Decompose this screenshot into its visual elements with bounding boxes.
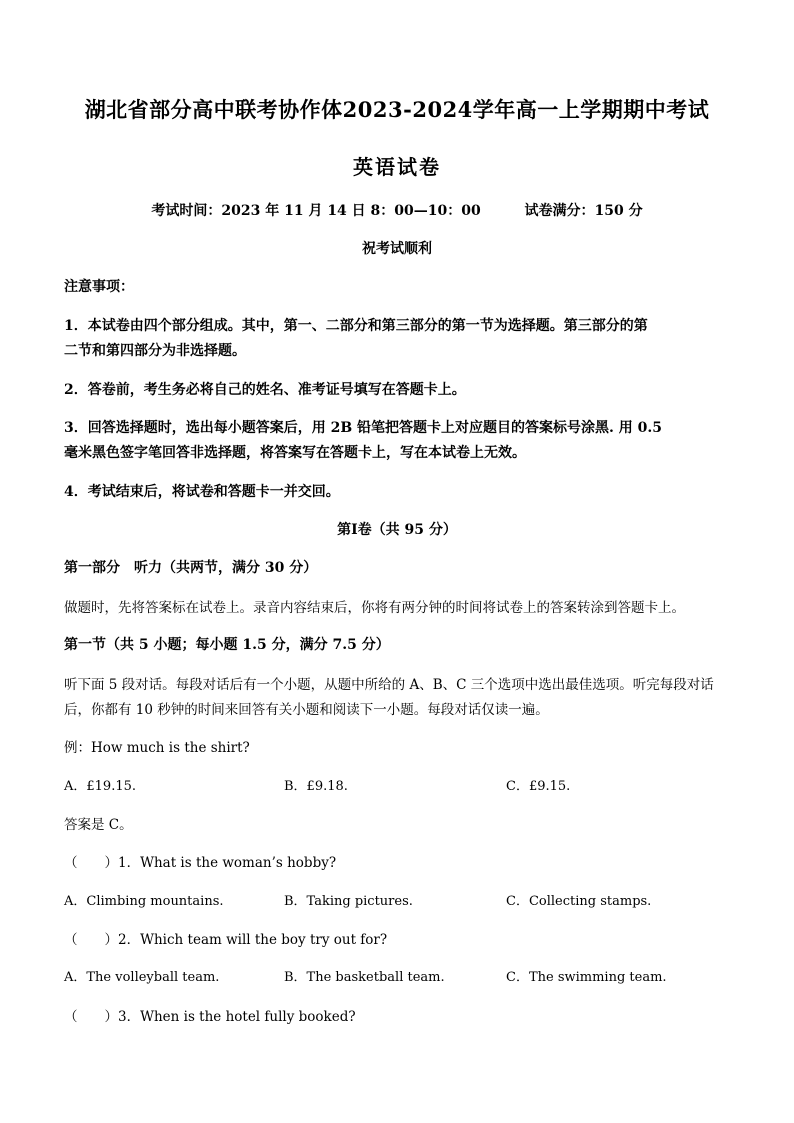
section1-heading: 第一节（共 5 小题；每小题 1.5 分，满分 7.5 分）	[64, 637, 390, 653]
note-item: 二节和第四部分为非选择题。	[64, 343, 246, 359]
option-b: B．£9.18.	[284, 779, 348, 794]
example-answer: 答案是 C。	[64, 817, 133, 833]
exam-time: 考试时间：2023 年 11 月 14 日 8：00—10：00	[151, 203, 481, 219]
notes-heading: 注意事项：	[64, 279, 134, 295]
exam-info	[0, 200, 794, 220]
note-item: 1．本试卷由四个部分组成。其中，第一、二部分和第三部分的第一节为选择题。第三部分的第	[64, 318, 648, 334]
full-score: 试卷满分：150 分	[524, 203, 643, 219]
question-stem: （ ）2．Which team will the boy try out for?	[64, 932, 388, 948]
volume-heading: 第Ⅰ卷（共 95 分）	[337, 522, 457, 538]
exam-subtitle: 英语试卷	[353, 155, 441, 179]
question-stem: （ ）1．What is the woman’s hobby?	[64, 855, 337, 871]
part1-heading: 第一部分 听力（共两节，满分 30 分）	[64, 560, 318, 576]
option-c: C．£9.15.	[506, 779, 571, 794]
good-luck-wish: 祝考试顺利	[362, 241, 432, 257]
option-b: B．The basketball team.	[284, 970, 445, 985]
section1-instruction: 后，你都有 10 秒钟的时间来回答有关小题和阅读下一小题。每段对话仅读一遍。	[64, 702, 549, 718]
option-a: A．The volleyball team.	[64, 970, 220, 985]
exam-title: 湖北省部分高中联考协作体2023-2024学年高一上学期期中考试	[84, 97, 710, 122]
option-a: A．£19.15.	[64, 779, 137, 794]
question-stem: （ ）3．When is the hotel fully booked?	[64, 1009, 356, 1025]
option-a: A．Climbing mountains.	[64, 894, 224, 909]
option-b: B．Taking pictures.	[284, 894, 413, 909]
option-c: C．The swimming team.	[506, 970, 667, 985]
part1-instruction: 做题时，先将答案标在试卷上。录音内容结束后，你将有两分钟的时间将试卷上的答案转涂到答题卡上。	[64, 600, 685, 616]
note-item: 3．回答选择题时，选出每小题答案后，用 2B 铅笔把答题卡上对应题目的答案标号涂黑. 用 0.5	[64, 420, 663, 436]
section1-instruction: 听下面 5 段对话。每段对话后有一个小题，从题中所给的 A、B、C 三个选项中选出最佳选项。听完每段对话	[64, 677, 714, 693]
example-question: 例：How much is the shirt?	[64, 740, 250, 756]
note-item: 毫米黑色签字笔回答非选择题，将答案写在答题卡上，写在本试卷上无效。	[64, 445, 526, 461]
option-c: C．Collecting stamps.	[506, 894, 652, 909]
note-item: 4．考试结束后，将试卷和答题卡一并交回。	[64, 484, 340, 500]
note-item: 2．答卷前，考生务必将自己的姓名、准考证号填写在答题卡上。	[64, 382, 466, 398]
